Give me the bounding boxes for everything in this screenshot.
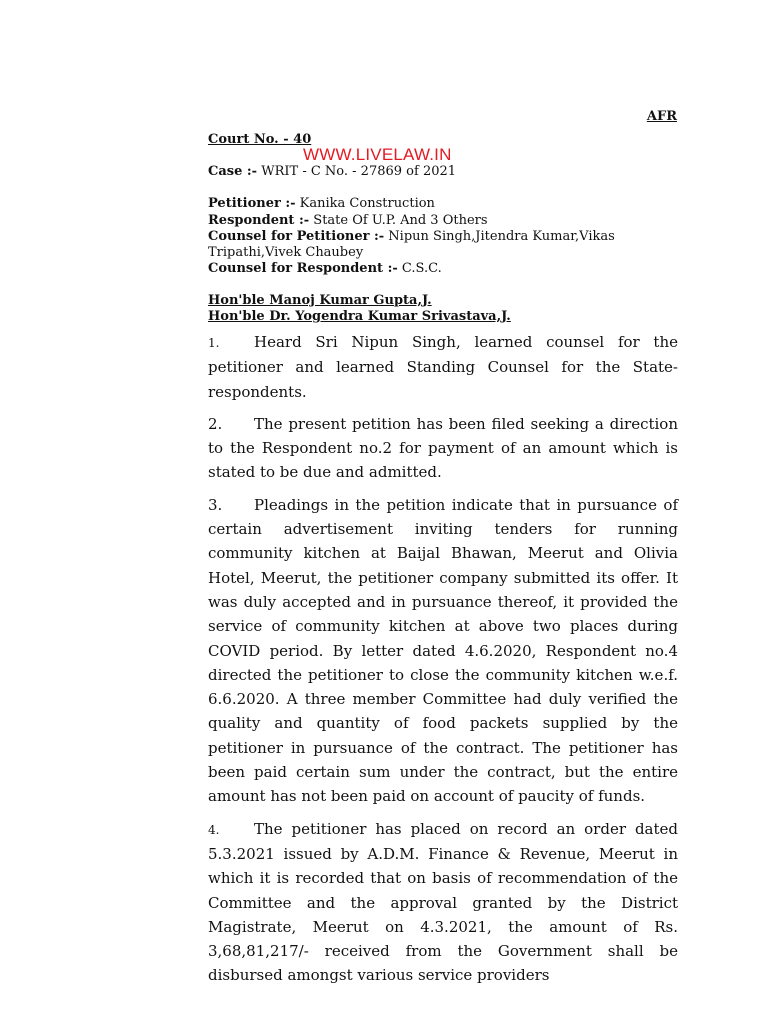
paragraph-number: 3.	[208, 495, 223, 514]
paragraph-number: 4.	[208, 822, 220, 837]
case-label: Case :-	[208, 164, 258, 179]
judgment-body	[208, 330, 678, 996]
afr-marker: AFR	[646, 109, 677, 124]
paragraph-text: Pleadings in the petition indicate that in pursuance of certain advertisement inviting tenders for running community kitchen at Baijal Bhawan, Meerut and Olivia Hotel, Meerut, the petitioner company submitted its offer. It was duly accepted and in pursuance thereof, it provided the service of community kitchen at above two places during COVID period. By letter dated 4.6.2020, Respondent no.4 directed the petitioner to close the community kitchen w.e.f. 6.6.2020. A three member Committee had duly verified the quality and quantity of food packets supplied by the petitioner in pursuance of the contract. The petitioner has been paid certain sum under the contract, but the entire amount has not been paid on account of paucity of funds.	[208, 495, 678, 806]
respondent-value: State Of U.P. And 3 Others	[309, 212, 488, 228]
petitioner-line	[208, 196, 678, 212]
counsel-petitioner-value: Nipun Singh,Jitendra Kumar,Vikas Tripathi,Vivek Chaubey	[208, 228, 615, 261]
counsel-petitioner-line	[208, 229, 678, 262]
case-value: WRIT - C No. - 27869 of 2021	[257, 164, 457, 179]
paragraph	[208, 330, 678, 404]
counsel-respondent-label: Counsel for Respondent :-	[208, 261, 398, 277]
respondent-label: Respondent :-	[208, 212, 310, 228]
paragraph	[208, 493, 678, 809]
judge-name: Hon'ble Manoj Kumar Gupta,J.	[208, 293, 432, 308]
counsel-petitioner-label: Counsel for Petitioner :-	[208, 228, 385, 244]
respondent-line	[208, 213, 678, 229]
paragraph-number: 1.	[208, 336, 220, 350]
bench	[208, 293, 511, 325]
paragraph-text: The present petition has been filed seeking a direction to the Respondent no.2 for payment of an amount which is stated to be due and admitted.	[208, 414, 678, 482]
case-line	[208, 164, 678, 180]
paragraph	[208, 817, 678, 988]
livelaw-watermark: WWW.LIVELAW.IN	[303, 145, 452, 164]
paragraph-number: 2.	[208, 414, 223, 433]
petitioner-value: Kanika Construction	[295, 196, 435, 212]
counsel-respondent-value: C.S.C.	[397, 261, 442, 277]
judge-name: Hon'ble Dr. Yogendra Kumar Srivastava,J.	[208, 309, 511, 324]
paragraph	[208, 412, 678, 485]
counsel-respondent-line	[208, 261, 678, 277]
case-details	[208, 164, 678, 278]
paragraph-text: The petitioner has placed on record an order dated 5.3.2021 issued by A.D.M. Finance & Revenue, Meerut in which it is recorded that on basis of recommendation of the Committee and the approval granted by the District Magistrate, Meerut on 4.3.2021, the amount of Rs. 3,68,81,217/- received from the Government shall be disbursed amongst various service providers	[208, 819, 678, 985]
paragraph-text: Heard Sri Nipun Singh, learned counsel for the petitioner and learned Standing Counsel for the State-respondents.	[208, 333, 678, 401]
petitioner-label: Petitioner :-	[208, 196, 296, 212]
court-number: Court No. - 40	[208, 132, 312, 147]
